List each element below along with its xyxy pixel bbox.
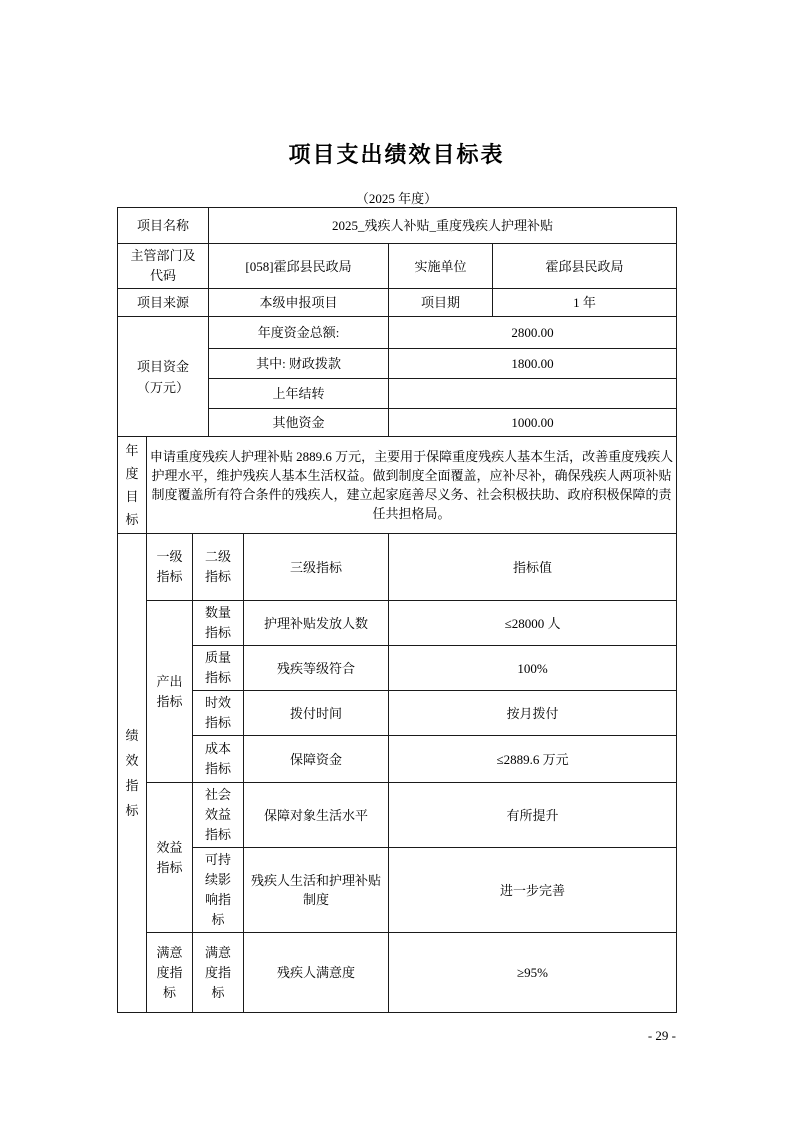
level1-satisfaction	[147, 933, 193, 1013]
department-label-text: 主管部门及代码	[130, 248, 196, 283]
indicator-name: 护理补贴发放人数	[244, 601, 389, 646]
table-row	[118, 317, 677, 349]
project-period-label: 项目期	[389, 289, 493, 317]
level2-cost-text: 成本指标	[205, 741, 232, 776]
level2-quality-text: 质量指标	[205, 650, 232, 685]
project-funds-label-text: 项目资金（万元）	[136, 358, 189, 395]
level2-timeliness	[193, 691, 244, 736]
header-level1	[147, 534, 193, 601]
indicator-value: 100%	[389, 646, 677, 691]
indicator-value: ≤2889.6 万元	[389, 736, 677, 783]
implementing-unit-label: 实施单位	[389, 244, 493, 289]
indicator-row	[118, 736, 677, 783]
implementing-unit-value: 霍邱县民政局	[493, 244, 677, 289]
annual-goal-text: 申请重度残疾人护理补贴 2889.6 万元，主要用于保障重度残疾人基本生活，改善重度残疾人护理水平，维护残疾人基本生活权益。做到制度全面覆盖，应补尽补，确保残疾人两项补贴制度覆盖所有符合条件的残疾人，建立起家庭善尽义务、社会积极扶助、政府积极保障的责任共担格局。	[147, 437, 677, 534]
indicator-name: 保障资金	[244, 736, 389, 783]
indicator-row	[118, 646, 677, 691]
header-value: 指标值	[389, 534, 677, 601]
fund-carryover-label: 上年结转	[209, 379, 389, 409]
indicator-row	[118, 783, 677, 848]
level1-benefit	[147, 783, 193, 933]
level2-sustainability-text: 可持续影响指标	[205, 852, 232, 927]
fund-other-label: 其他资金	[209, 409, 389, 437]
indicator-value: ≤28000 人	[389, 601, 677, 646]
level2-satisfaction-text: 满意度指标	[205, 944, 232, 1000]
indicator-row	[118, 933, 677, 1013]
fund-fiscal-value: 1800.00	[389, 349, 677, 379]
department-value: [058]霍邱县民政局	[209, 244, 389, 289]
level2-sustainability	[193, 848, 244, 933]
level2-quantity-text: 数量指标	[205, 605, 232, 640]
header-level2-text: 二级指标	[205, 549, 232, 584]
level1-satisfaction-text: 满意度指标	[156, 944, 183, 1000]
level2-timeliness-text: 时效指标	[205, 695, 232, 730]
table-row	[118, 289, 677, 317]
project-source-value: 本级申报项目	[209, 289, 389, 317]
performance-side-label-text: 绩效指标	[125, 728, 139, 818]
table-row	[118, 208, 677, 244]
indicator-row	[118, 691, 677, 736]
indicator-name: 残疾等级符合	[244, 646, 389, 691]
indicator-value: 按月拨付	[389, 691, 677, 736]
performance-side-label	[118, 534, 147, 1013]
department-label	[118, 244, 209, 289]
level2-quality	[193, 646, 244, 691]
fund-carryover-value	[389, 379, 677, 409]
indicator-value: 有所提升	[389, 783, 677, 848]
indicator-value: ≥95%	[389, 933, 677, 1013]
project-funds-label	[118, 317, 209, 437]
header-level2	[193, 534, 244, 601]
level2-quantity	[193, 601, 244, 646]
fund-total-label: 年度资金总额:	[209, 317, 389, 349]
project-period-value: 1 年	[493, 289, 677, 317]
header-level1-text: 一级指标	[156, 549, 183, 584]
indicator-name: 残疾人生活和护理补贴制度	[244, 848, 389, 933]
project-name-value: 2025_残疾人补贴_重度残疾人护理补贴	[209, 208, 677, 244]
fund-total-value: 2800.00	[389, 317, 677, 349]
page-number: - 29 -	[647, 1028, 676, 1043]
indicator-value: 进一步完善	[389, 848, 677, 933]
level2-cost	[193, 736, 244, 783]
project-name-label: 项目名称	[118, 208, 209, 244]
fund-fiscal-label: 其中: 财政拨款	[209, 349, 389, 379]
table-row	[118, 534, 677, 601]
indicator-name: 保障对象生活水平	[244, 783, 389, 848]
page-subtitle: （2025 年度）	[355, 191, 438, 206]
indicator-row	[118, 601, 677, 646]
level2-satisfaction	[193, 933, 244, 1013]
annual-goal-label-text: 年度目标	[125, 443, 139, 527]
indicator-name: 残疾人满意度	[244, 933, 389, 1013]
level1-output	[147, 601, 193, 783]
level2-social-benefit-text: 社会效益指标	[205, 787, 232, 842]
level2-social-benefit	[193, 783, 244, 848]
table-row	[118, 437, 677, 534]
annual-goal-label	[118, 437, 147, 534]
level1-output-text: 产出指标	[156, 673, 183, 709]
performance-target-table	[117, 207, 677, 1013]
table-row	[118, 244, 677, 289]
indicator-row	[118, 848, 677, 933]
page-title: 项目支出绩效目标表	[288, 142, 505, 167]
level1-benefit-text: 效益指标	[156, 839, 183, 875]
header-level3: 三级指标	[244, 534, 389, 601]
fund-other-value: 1000.00	[389, 409, 677, 437]
project-source-label: 项目来源	[118, 289, 209, 317]
indicator-name: 拨付时间	[244, 691, 389, 736]
